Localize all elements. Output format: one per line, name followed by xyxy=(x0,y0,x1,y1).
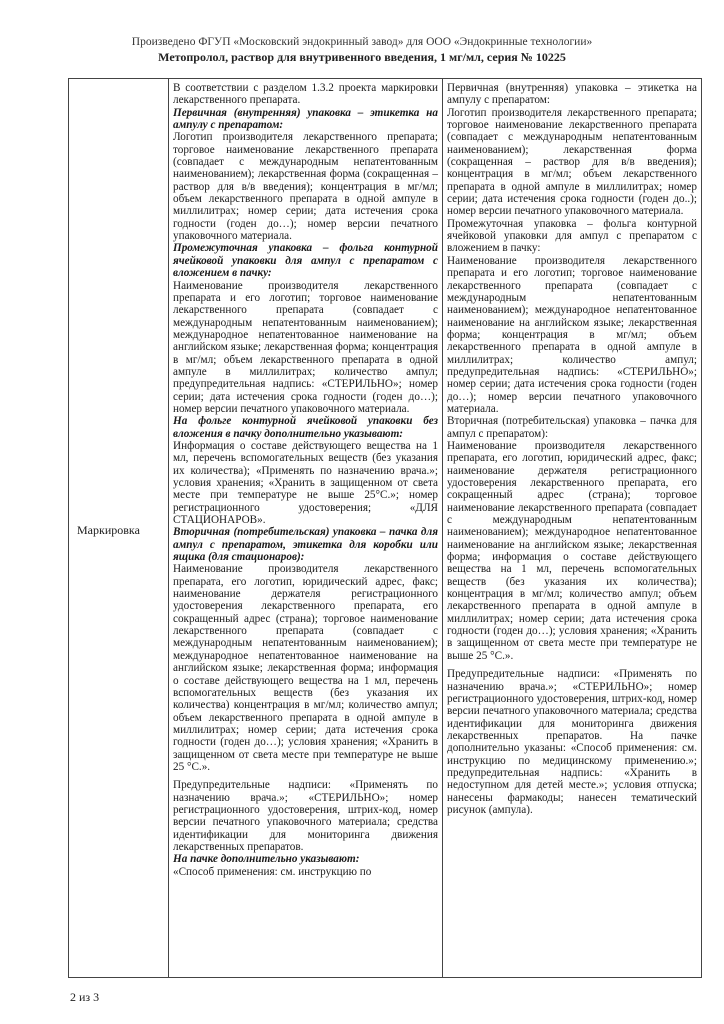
row-label: Маркировка xyxy=(77,523,140,537)
section-heading: На фольге контурной ячейковой упаковки без вложения в пачку дополнительно указывают: xyxy=(173,415,438,440)
requirements-text xyxy=(169,79,442,878)
results-cell xyxy=(443,79,701,977)
section-heading: Вторичная (потребительская) упаковка – пачка для ампул с препаратом, этикетка для коробки или ящика (для стационаров): xyxy=(173,526,438,564)
paragraph: Наименование производителя лекарственного препарата и его логотип; торговое наименование лекарственного препарата (совпадает с международным непатентованным наименованием); международное непатентованное наименование на английском языке; лекарственная форма; концентрация в мг/мл; объем лекарственного препарата в одной ампуле в миллилитрах; количество ампул; предупредительная надпись: «СТЕРИЛЬНО»; номер серии; дата истечения срока годности (годен до…); номер версии печатного упаковочного материала. xyxy=(173,279,438,415)
document-header-product: Метопролол, раствор для внутривенного введения, 1 мг/мл, серия № 10225 xyxy=(158,50,566,64)
section-heading: На пачке дополнительно указывают: xyxy=(173,853,360,866)
paragraph: Логотип производителя лекарственного препарата; торговое наименование лекарственного препарата (совпадает с международным непатентованным наименованием); лекарственная форма (сокращенная – раствор для в/в введения); концентрация в мг/мл; объем лекарственного препарата в одной ампуле в миллилитрах; номер серии; дата истечения срока годности (годен до..); номер версии печатного упаковочного материала. xyxy=(447,106,697,218)
paragraph: Информация о составе действующего вещества на 1 мл, перечень вспомогательных веществ (без указания их количества); «Применять по назначению врача.»; условия хранения; «Хранить в защищенном от света месте при температуре не выше 25°С.»; номер регистрационного удостоверения; «ДЛЯ СТАЦИОНАРОВ». xyxy=(173,439,438,527)
paragraph: Наименование производителя лекарственного препарата, его логотип, юридический адрес, факс; наименование держателя регистрационного удостоверения лекарственного препарата, его сокращенный адрес (страна); торговое наименование лекарственного препарата (совпадает с международным непатентованным наименованием); международное непатентованное наименование на английском языке; лекарственная форма; информация о составе действующего вещества на 1 мл, перечень вспомогательных веществ (без указания их количества) концентрация в мг/мл; количество ампул; объем лекарственного препарата в одной ампуле в миллилитрах; номер серии; дата истечения срока годности (годен до…); условия хранения; «Хранить в защищенном от света месте при температуре не выше 25 °С.». xyxy=(173,563,438,773)
page-number: 2 из 3 xyxy=(70,990,100,1004)
section-heading: Промежуточная упаковка – фольга контурной ячейковой упаковки для ампул с препаратом с вложением в пачку: xyxy=(173,242,438,280)
paragraph: Наименование производителя лекарственного препарата и его логотип; торговое наименование лекарственного препарата (совпадает с международным непатентованным наименованием); международное непатентованное наименование на английском языке; лекарственная форма; концентрация в мг/мл; объем лекарственного препарата в одной ампуле в миллилитрах; количество ампул; предупредительная надпись: «СТЕРИЛЬНО»; номер серии; дата истечения срока годности (годен до…); номер версии печатного упаковочного материала. xyxy=(447,254,697,415)
paragraph: Предупредительные надписи: «Применять по назначению врача.»; «СТЕРИЛЬНО»; номер регистрационного удостоверения, штрих-код, номер версии печатного упаковочного материала; средства идентификации для мониторинга движения лекарственных препаратов. На пачке дополнительно указаны: «Способ применения: см. инструкцию по медицинскому применению.»; предупредительная надпись: «Хранить в недоступном для детей месте.»; условия отпуска; нанесены фармакоды; нанесен тематический рисунок (ампула). xyxy=(447,668,697,816)
paragraph: Наименование производителя лекарственного препарата, его логотип, юридический адрес, факс; наименование держателя регистрационного удостоверения лекарственного препарата, его сокращенный адрес (страна); торговое наименование лекарственного препарата (совпадает с международным непатентованным наименованием); международное непатентованное наименование на английском языке; лекарственная форма; информация о составе действующего вещества на 1 мл, перечень вспомогательных веществ (без указания их количества); концентрация в мг/мл; количество ампул; объем лекарственного препарата в одной ампуле в миллилитрах; номер серии; дата истечения срока годности (годен до…); условия хранения; «Хранить в защищенном от света месте при температуре не выше 25 °С.». xyxy=(447,439,697,662)
paragraph: Первичная (внутренняя) упаковка – этикетка на ампулу с препаратом: xyxy=(447,82,697,107)
paragraph: Предупредительные надписи: «Применять по назначению врача.»; «СТЕРИЛЬНО»; номер регистрационного удостоверения, штрих-код, номер версии печатного упаковочного материала; средства идентификации для мониторинга движения лекарственных препаратов. xyxy=(173,779,438,853)
paragraph: В соответствии с разделом 1.3.2 проекта маркировки лекарственного препарата. xyxy=(173,82,438,107)
specification-table xyxy=(68,78,702,978)
requirements-cell xyxy=(169,79,443,977)
paragraph: Промежуточная упаковка – фольга контурной ячейковой упаковки для ампул с препаратом с вложением в пачку: xyxy=(447,217,697,255)
paragraph: Логотип производителя лекарственного препарата; торговое наименование лекарственного препарата (совпадает с международным непатентованным наименованием); лекарственная форма (сокращенная – раствор для в/в введения); концентрация в мг/мл; объем лекарственного препарата в одной ампуле в миллилитрах; номер серии; дата истечения срока годности (годен до…); номер версии печатного упаковочного материала. xyxy=(173,131,438,243)
paragraph: «Способ применения: см. инструкцию по xyxy=(173,865,372,878)
document-header-producer: Произведено ФГУП «Московский эндокринный завод» для ООО «Эндокринные технологии» xyxy=(131,36,593,48)
results-text xyxy=(443,79,701,816)
paragraph: Вторичная (потребительская) упаковка – пачка для ампул с препаратом): xyxy=(447,415,697,440)
row-label-cell xyxy=(69,79,169,977)
section-heading: Первичная (внутренняя) упаковка – этикетка на ампулу с препаратом: xyxy=(173,106,438,132)
